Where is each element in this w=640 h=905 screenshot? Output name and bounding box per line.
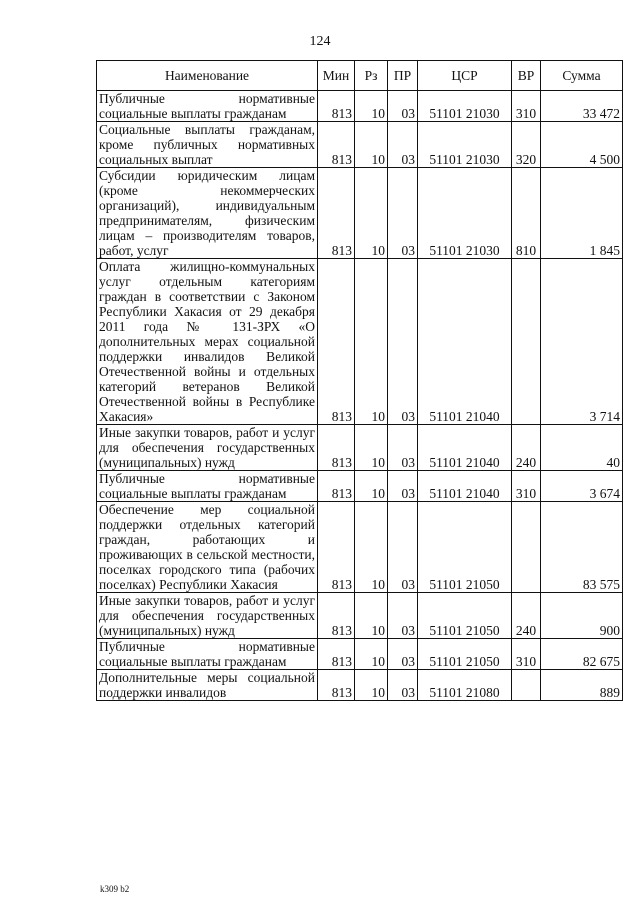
cell-min: 813: [318, 259, 355, 425]
cell-csr: 51101 21050: [418, 593, 512, 639]
cell-vr: 810: [512, 168, 541, 259]
cell-vr: 310: [512, 91, 541, 122]
cell-name: Социальные выплаты гражданам, кроме публичных нормативных социальных выплат: [97, 122, 318, 168]
cell-vr: 310: [512, 471, 541, 502]
cell-sum: 83 575: [541, 502, 623, 593]
cell-name: Субсидии юридическим лицам (кроме некоммерческих организаций), индивидуальным предпринимателям, физическим лицам – производителям товаров, работ, услуг: [97, 168, 318, 259]
cell-pr: 03: [388, 168, 418, 259]
cell-csr: 51101 21050: [418, 639, 512, 670]
cell-csr: 51101 21040: [418, 471, 512, 502]
cell-csr: 51101 21030: [418, 168, 512, 259]
table-header-row: [97, 61, 623, 91]
cell-pr: 03: [388, 425, 418, 471]
cell-name: Публичные нормативные социальные выплаты гражданам: [97, 91, 318, 122]
cell-csr: 51101 21040: [418, 425, 512, 471]
cell-rz: 10: [355, 425, 388, 471]
cell-vr: [512, 670, 541, 701]
cell-csr: 51101 21030: [418, 122, 512, 168]
header-vr: ВР: [512, 61, 541, 91]
cell-pr: 03: [388, 502, 418, 593]
cell-name: Иные закупки товаров, работ и услуг для обеспечения государственных (муниципальных) нужд: [97, 593, 318, 639]
cell-pr: 03: [388, 259, 418, 425]
table-row: [97, 122, 623, 168]
cell-vr: [512, 502, 541, 593]
table-row: [97, 639, 623, 670]
cell-name: Публичные нормативные социальные выплаты гражданам: [97, 471, 318, 502]
cell-rz: 10: [355, 168, 388, 259]
cell-min: 813: [318, 502, 355, 593]
cell-sum: 82 675: [541, 639, 623, 670]
cell-min: 813: [318, 91, 355, 122]
budget-table: [96, 60, 623, 701]
table-row: [97, 91, 623, 122]
cell-sum: 900: [541, 593, 623, 639]
cell-pr: 03: [388, 122, 418, 168]
cell-min: 813: [318, 122, 355, 168]
table-row: [97, 425, 623, 471]
cell-min: 813: [318, 168, 355, 259]
cell-csr: 51101 21040: [418, 259, 512, 425]
cell-pr: 03: [388, 670, 418, 701]
table-row: [97, 168, 623, 259]
cell-pr: 03: [388, 593, 418, 639]
header-name: Наименование: [97, 61, 318, 91]
cell-min: 813: [318, 639, 355, 670]
cell-pr: 03: [388, 639, 418, 670]
header-rz: Рз: [355, 61, 388, 91]
cell-rz: 10: [355, 91, 388, 122]
cell-vr: 310: [512, 639, 541, 670]
table-row: [97, 593, 623, 639]
cell-rz: 10: [355, 639, 388, 670]
cell-sum: 40: [541, 425, 623, 471]
header-csr: ЦСР: [418, 61, 512, 91]
cell-min: 813: [318, 471, 355, 502]
cell-csr: 51101 21030: [418, 91, 512, 122]
cell-rz: 10: [355, 122, 388, 168]
cell-sum: 33 472: [541, 91, 623, 122]
cell-sum: 3 714: [541, 259, 623, 425]
page-number: 124: [309, 34, 331, 49]
cell-sum: 1 845: [541, 168, 623, 259]
cell-pr: 03: [388, 471, 418, 502]
cell-sum: 889: [541, 670, 623, 701]
cell-name: Публичные нормативные социальные выплаты гражданам: [97, 639, 318, 670]
cell-vr: 240: [512, 425, 541, 471]
cell-csr: 51101 21080: [418, 670, 512, 701]
cell-rz: 10: [355, 502, 388, 593]
cell-min: 813: [318, 593, 355, 639]
cell-name: Дополнительные меры социальной поддержки инвалидов: [97, 670, 318, 701]
table-row: [97, 502, 623, 593]
table-row: [97, 670, 623, 701]
cell-vr: 240: [512, 593, 541, 639]
document-code: k309 b2: [100, 884, 130, 894]
cell-csr: 51101 21050: [418, 502, 512, 593]
cell-sum: 3 674: [541, 471, 623, 502]
cell-name: Обеспечение мер социальной поддержки отдельных категорий граждан, работающих и проживающих в сельской местности, поселках городского типа (рабочих поселках) Республики Хакасия: [97, 502, 318, 593]
cell-min: 813: [318, 670, 355, 701]
cell-rz: 10: [355, 471, 388, 502]
cell-rz: 10: [355, 259, 388, 425]
header-sum: Сумма: [541, 61, 623, 91]
cell-min: 813: [318, 425, 355, 471]
table-row: [97, 259, 623, 425]
header-pr: ПР: [388, 61, 418, 91]
cell-rz: 10: [355, 593, 388, 639]
cell-sum: 4 500: [541, 122, 623, 168]
cell-vr: 320: [512, 122, 541, 168]
cell-vr: [512, 259, 541, 425]
table-row: [97, 471, 623, 502]
cell-name: Иные закупки товаров, работ и услуг для обеспечения государственных (муниципальных) нужд: [97, 425, 318, 471]
cell-name: Оплата жилищно-коммунальных услуг отдельным категориям граждан в соответствии с Законом Республики Хакасия от 29 декабря 2011 года № 131-ЗРХ «О дополнительных мерах социальной поддержки инвалидов Великой Отечественной войны и отдельных категорий ветеранов Великой Отечественной войны в Республике Хакасия»: [97, 259, 318, 425]
cell-rz: 10: [355, 670, 388, 701]
header-min: Мин: [318, 61, 355, 91]
cell-pr: 03: [388, 91, 418, 122]
